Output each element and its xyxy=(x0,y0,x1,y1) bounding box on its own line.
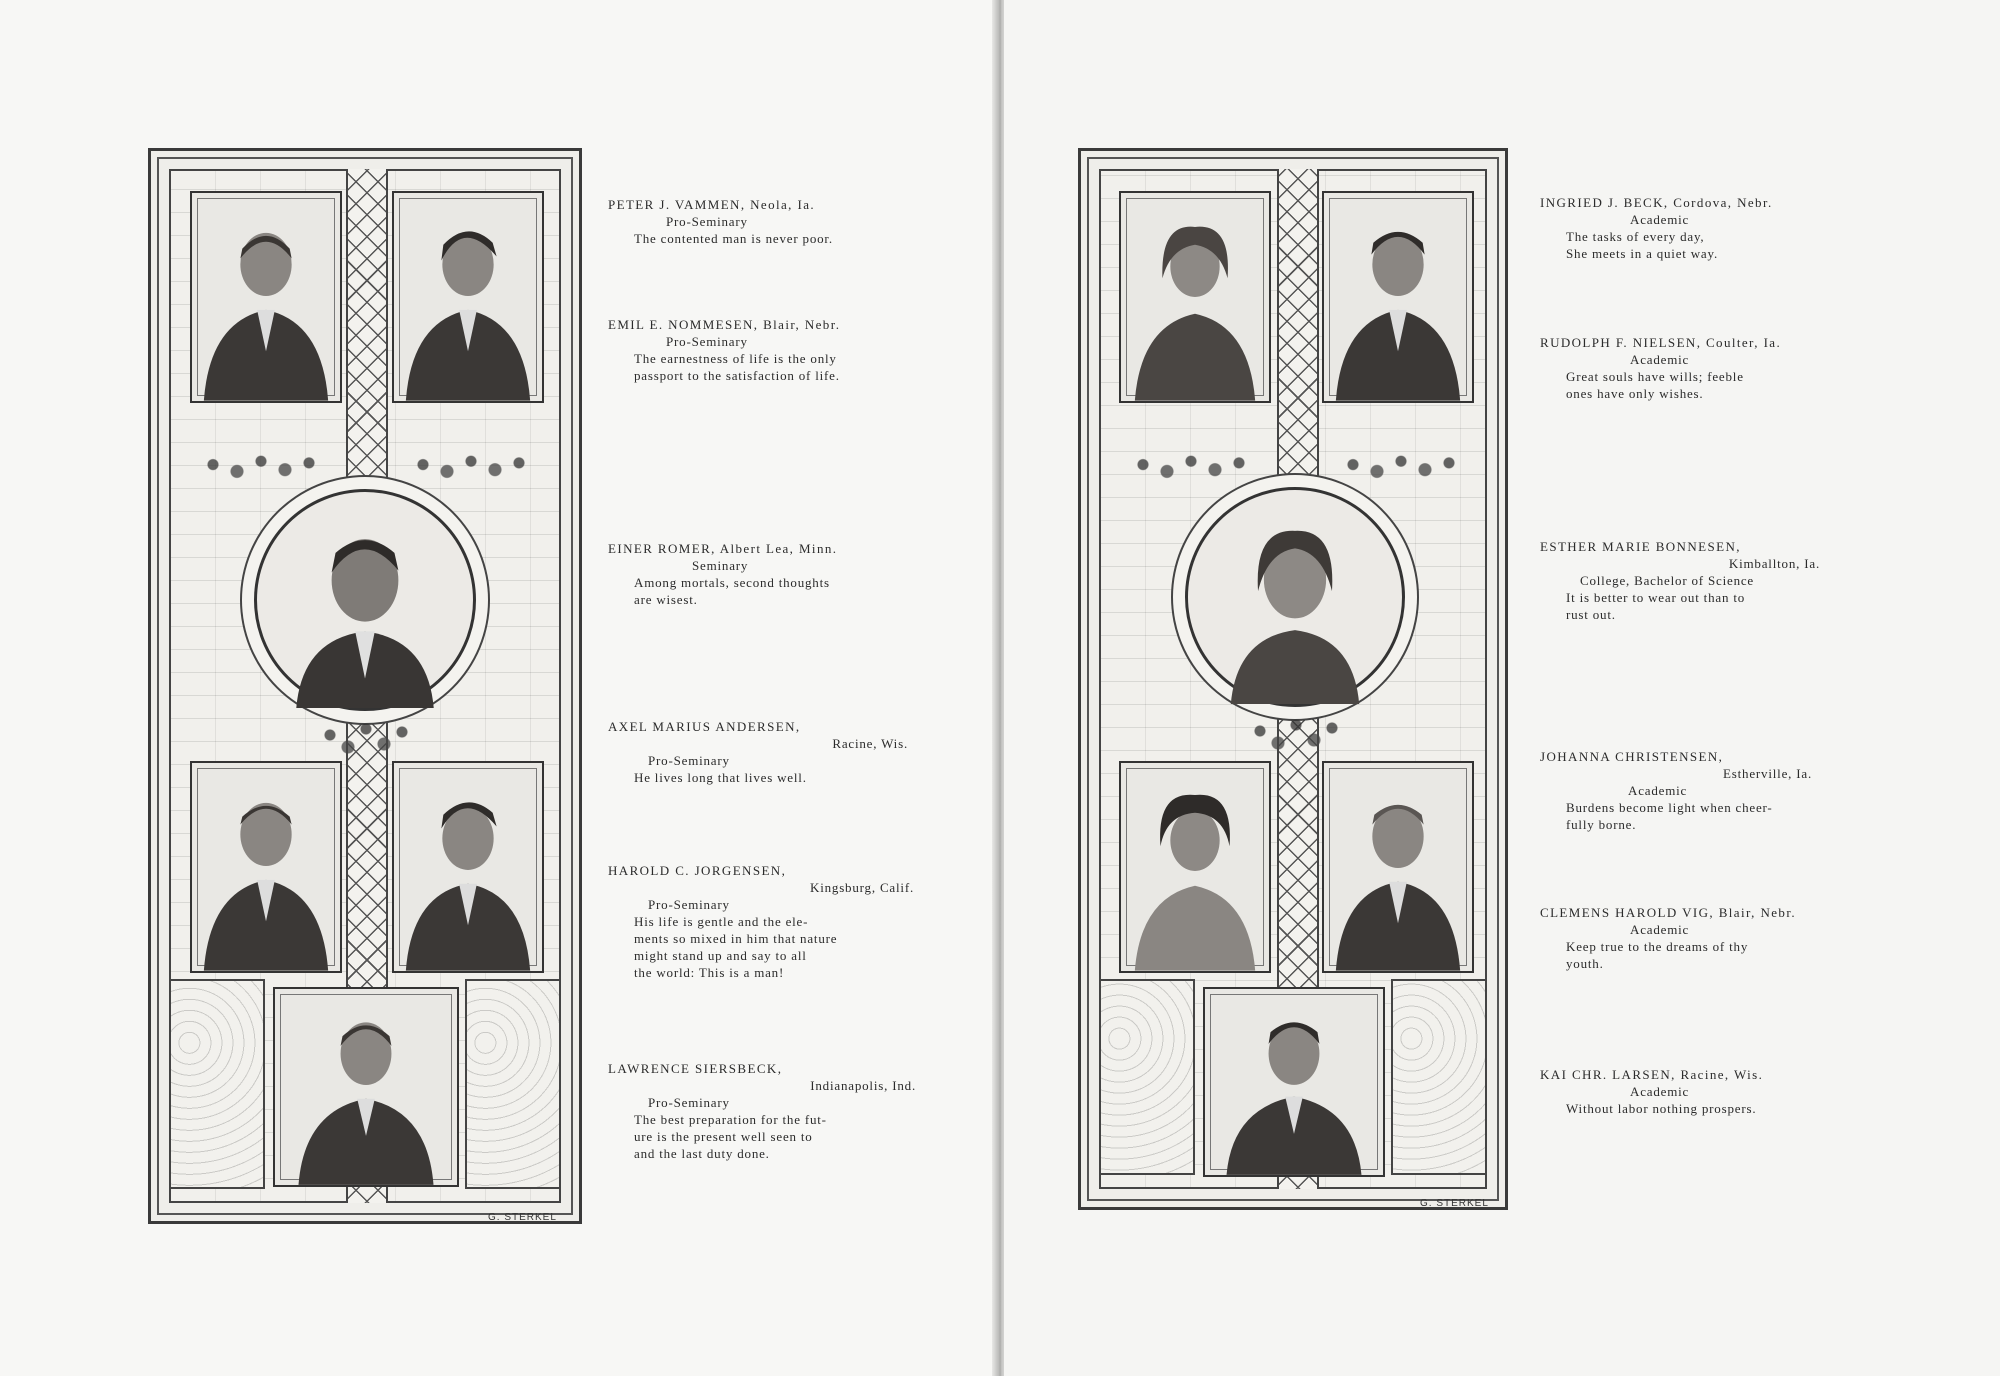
portrait-photo-clemens-vig xyxy=(1322,761,1474,973)
entry-quote-line: and the last duty done. xyxy=(634,1146,770,1161)
entry-name-line: EMIL E. NOMMESEN, Blair, Nebr. xyxy=(608,317,841,332)
entry-course: Pro-Seminary xyxy=(666,334,748,349)
entry-course: Seminary xyxy=(692,558,749,573)
portrait-photo-harold-jorgensen xyxy=(392,761,544,973)
portrait-figure xyxy=(394,763,542,971)
portrait-figure xyxy=(257,492,473,708)
portrait-photo-kai-larsen xyxy=(1203,987,1385,1177)
portrait-figure xyxy=(394,193,542,401)
entry-quote-line: Burdens become light when cheer- xyxy=(1566,800,1773,815)
entry-name-line: RUDOLPH F. NIELSEN, Coulter, Ia. xyxy=(1540,335,1782,350)
entry-quote-line: youth. xyxy=(1566,956,1604,971)
entry-course: Pro-Seminary xyxy=(648,1095,730,1110)
entry-name-line: INGRIED J. BECK, Cordova, Nebr. xyxy=(1540,195,1773,210)
foliage-ornament xyxy=(201,451,321,485)
entry-quote-line: His life is gentle and the ele- xyxy=(634,914,809,929)
entry-course: Academic xyxy=(1628,783,1688,798)
ornamental-panel xyxy=(465,979,561,1189)
portrait-photo-lawrence-siersbeck xyxy=(273,987,459,1187)
entry-quote-line: She meets in a quiet way. xyxy=(1566,246,1719,261)
entry-quote-line: Among mortals, second thoughts xyxy=(634,575,830,590)
entry-quote-line: rust out. xyxy=(1566,607,1616,622)
entry-lawrence-siersbeck xyxy=(608,1060,916,1162)
ornamental-panel xyxy=(1099,979,1195,1175)
portrait-photo-johanna-christensen xyxy=(1119,761,1271,973)
entry-quote-line: Keep true to the dreams of thy xyxy=(1566,939,1749,954)
entry-axel-andersen xyxy=(608,718,908,786)
entry-name-line: KAI CHR. LARSEN, Racine, Wis. xyxy=(1540,1067,1764,1082)
entry-course: Pro-Seminary xyxy=(666,214,748,229)
portrait-photo-axel-andersen xyxy=(190,761,342,973)
medallion-einer-romer xyxy=(254,489,476,711)
entry-name-line: LAWRENCE SIERSBECK, xyxy=(608,1061,783,1076)
entry-quote-line: The earnestness of life is the only xyxy=(634,351,837,366)
entry-name-line: AXEL MARIUS ANDERSEN, xyxy=(608,719,801,734)
entry-quote-line: ure is the present well seen to xyxy=(634,1129,813,1144)
entry-quote-line: passport to the satisfaction of life. xyxy=(634,368,840,383)
entry-quote-line: Without labor nothing prospers. xyxy=(1566,1101,1757,1116)
entry-quote-line: Great souls have wills; feeble xyxy=(1566,369,1744,384)
entry-einer-romer xyxy=(608,540,837,608)
foliage-ornament xyxy=(1341,451,1461,485)
entry-name-line: JOHANNA CHRISTENSEN, xyxy=(1540,749,1724,764)
portrait-figure xyxy=(192,763,340,971)
portrait-frame-right xyxy=(1078,148,1508,1210)
entry-place: Kimballton, Ia. xyxy=(1728,556,1820,571)
entry-johanna-christensen xyxy=(1540,748,1812,833)
entry-place: Kingsburg, Calif. xyxy=(810,880,914,895)
entry-quote-line: The contented man is never poor. xyxy=(634,231,833,246)
portrait-frame-left xyxy=(148,148,582,1224)
entry-name-line: PETER J. VAMMEN, Neola, Ia. xyxy=(608,197,816,212)
entry-ingried-beck xyxy=(1540,194,1773,262)
portrait-figure xyxy=(1205,989,1383,1175)
artist-signature: G. STERKEL xyxy=(488,1212,557,1223)
entry-quote-line: The tasks of every day, xyxy=(1566,229,1705,244)
entry-course: Pro-Seminary xyxy=(648,897,730,912)
entry-course: Academic xyxy=(1630,352,1690,367)
foliage-ornament xyxy=(411,451,531,485)
entry-quote-line: the world: This is a man! xyxy=(634,965,785,980)
entry-quote-line: ments so mixed in him that nature xyxy=(634,931,838,946)
foliage-ornament xyxy=(1251,707,1341,767)
ornamental-panel xyxy=(1391,979,1487,1175)
entry-quote-line: The best preparation for the fut- xyxy=(634,1112,827,1127)
entry-quote-line: might stand up and say to all xyxy=(634,948,807,963)
entry-course: Academic xyxy=(1630,922,1690,937)
entry-rudolph-nielsen xyxy=(1540,334,1781,402)
foliage-ornament xyxy=(1131,451,1251,485)
entry-quote-line: fully borne. xyxy=(1566,817,1637,832)
medallion-esther-bonnesen xyxy=(1185,487,1405,707)
portrait-figure xyxy=(1121,763,1269,971)
entry-quote-line: are wisest. xyxy=(634,592,698,607)
entry-course: College, Bachelor of Science xyxy=(1580,573,1755,588)
artist-signature: G. STERKEL xyxy=(1420,1198,1489,1209)
entry-place: Indianapolis, Ind. xyxy=(810,1078,916,1093)
portrait-figure xyxy=(1324,193,1472,401)
portrait-figure xyxy=(275,989,457,1185)
entry-course: Academic xyxy=(1630,1084,1690,1099)
entry-emil-nommesen xyxy=(608,316,840,384)
entry-harold-jorgensen xyxy=(608,862,914,981)
entry-place: Racine, Wis. xyxy=(832,736,908,751)
portrait-photo-emil-nommesen xyxy=(392,191,544,403)
entry-quote-line: He lives long that lives well. xyxy=(634,770,807,785)
portrait-figure xyxy=(192,193,340,401)
portrait-photo-peter-vammen xyxy=(190,191,342,403)
portrait-photo-ingried-beck xyxy=(1119,191,1271,403)
entry-quote-line: ones have only wishes. xyxy=(1566,386,1704,401)
entry-course: Pro-Seminary xyxy=(648,753,730,768)
entry-esther-bonnesen xyxy=(1540,538,1820,623)
entry-place: Estherville, Ia. xyxy=(1723,766,1812,781)
entry-name-line: EINER ROMER, Albert Lea, Minn. xyxy=(608,541,838,556)
entry-quote-line: It is better to wear out than to xyxy=(1566,590,1746,605)
entry-kai-larsen xyxy=(1540,1066,1763,1117)
portrait-figure xyxy=(1121,193,1269,401)
entry-course: Academic xyxy=(1630,212,1690,227)
portrait-figure xyxy=(1188,490,1402,704)
entry-peter-vammen xyxy=(608,196,833,247)
entry-name-line: HAROLD C. JORGENSEN, xyxy=(608,863,787,878)
portrait-photo-rudolph-nielsen xyxy=(1322,191,1474,403)
entry-name-line: ESTHER MARIE BONNESEN, xyxy=(1540,539,1741,554)
portrait-figure xyxy=(1324,763,1472,971)
ornamental-panel xyxy=(169,979,265,1189)
entry-clemens-vig xyxy=(1540,904,1796,972)
entry-name-line: CLEMENS HAROLD VIG, Blair, Nebr. xyxy=(1540,905,1796,920)
left-page xyxy=(0,0,996,1376)
